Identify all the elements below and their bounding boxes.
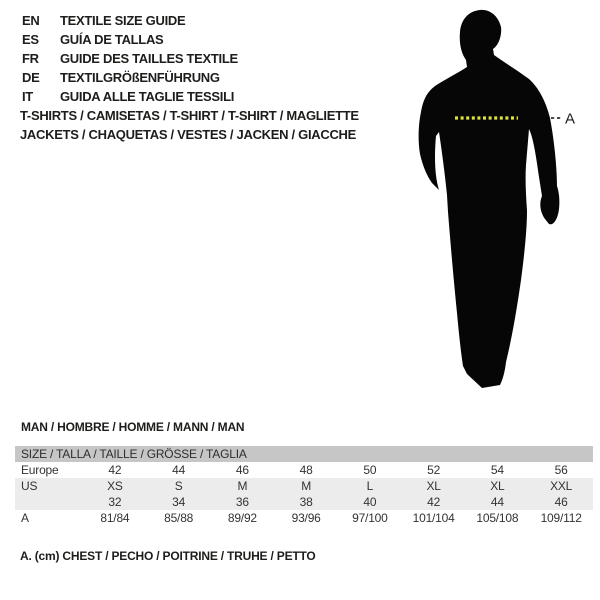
table-cell: 52 [427,463,441,477]
size-table-header-label: SIZE / TALLA / TAILLE / GRÖSSE / TAGLIA [21,447,247,461]
category-jackets: JACKETS / CHAQUETAS / VESTES / JACKEN / GIACCHE [20,126,356,142]
table-cell: 101/104 [412,511,455,525]
language-code: EN [22,13,40,28]
table-cell: 48 [299,463,313,477]
row-label: A [21,511,29,525]
table-row-us-letter [15,478,593,494]
size-table-header-row [15,446,593,462]
man-silhouette-figure [393,5,593,397]
language-row-fr [22,49,238,68]
table-cell: XXL [550,479,573,493]
table-cell: 85/88 [164,511,194,525]
measurement-a-label: A [565,110,576,128]
table-cell: 32 [108,495,122,509]
row-label: Europe [21,463,59,477]
table-cell: 56 [554,463,568,477]
table-cell: 81/84 [100,511,130,525]
table-cell: 36 [235,495,249,509]
language-title-list [22,11,238,106]
table-cell: L [366,479,374,493]
table-cell: 97/100 [352,511,388,525]
row-label [15,494,83,510]
language-title: GUIDA ALLE TAGLIE TESSILI [60,89,235,104]
table-cell: XS [107,479,123,493]
man-silhouette [419,10,560,388]
table-cell: XL [426,479,441,493]
language-code: ES [22,32,39,47]
language-row-de [22,68,238,87]
table-cell: M [301,479,312,493]
language-title: GUÍA DE TALLAS [60,32,164,47]
table-cell: 46 [554,495,568,509]
language-code: FR [22,51,39,66]
language-row-it [22,87,238,106]
language-title: GUIDE DES TAILLES TEXTILE [60,51,238,66]
table-cell: 46 [235,463,249,477]
table-cell: 40 [363,495,377,509]
table-row-chest-cm [15,510,593,526]
table-cell: 54 [490,463,504,477]
table-cell: 42 [108,463,122,477]
table-cell: 34 [172,495,186,509]
table-cell: XL [490,479,505,493]
language-code: IT [22,89,33,104]
row-label: US [21,479,38,493]
table-cell: 89/92 [227,511,257,525]
table-cell: M [237,479,248,493]
table-row-us-numeric [15,494,593,510]
category-tshirts: T-SHIRTS / CAMISETAS / T-SHIRT / T-SHIRT / MAGLIETTE [20,108,359,123]
section-label-man: MAN / HOMBRE / HOMME / MANN / MAN [21,420,245,434]
table-cell: 109/112 [540,511,582,525]
table-cell: 44 [172,463,186,477]
table-cell: 42 [427,495,441,509]
table-cell: 93/96 [291,511,321,525]
garment-category-list [20,107,359,144]
size-table [15,446,593,526]
table-row-europe [15,462,593,478]
language-row-en [22,11,238,30]
measurement-footnote: A. (cm) CHEST / PECHO / POITRINE / TRUHE / PETTO [20,549,316,563]
language-title: TEXTILE SIZE GUIDE [60,13,186,28]
table-cell: 105/108 [476,511,519,525]
table-cell: 38 [299,495,313,509]
table-cell: S [174,479,183,493]
language-row-es [22,30,238,49]
language-title: TEXTILGRÖßENFÜHRUNG [60,70,220,85]
language-code: DE [22,70,40,85]
table-cell: 44 [490,495,504,509]
table-cell: 50 [363,463,377,477]
